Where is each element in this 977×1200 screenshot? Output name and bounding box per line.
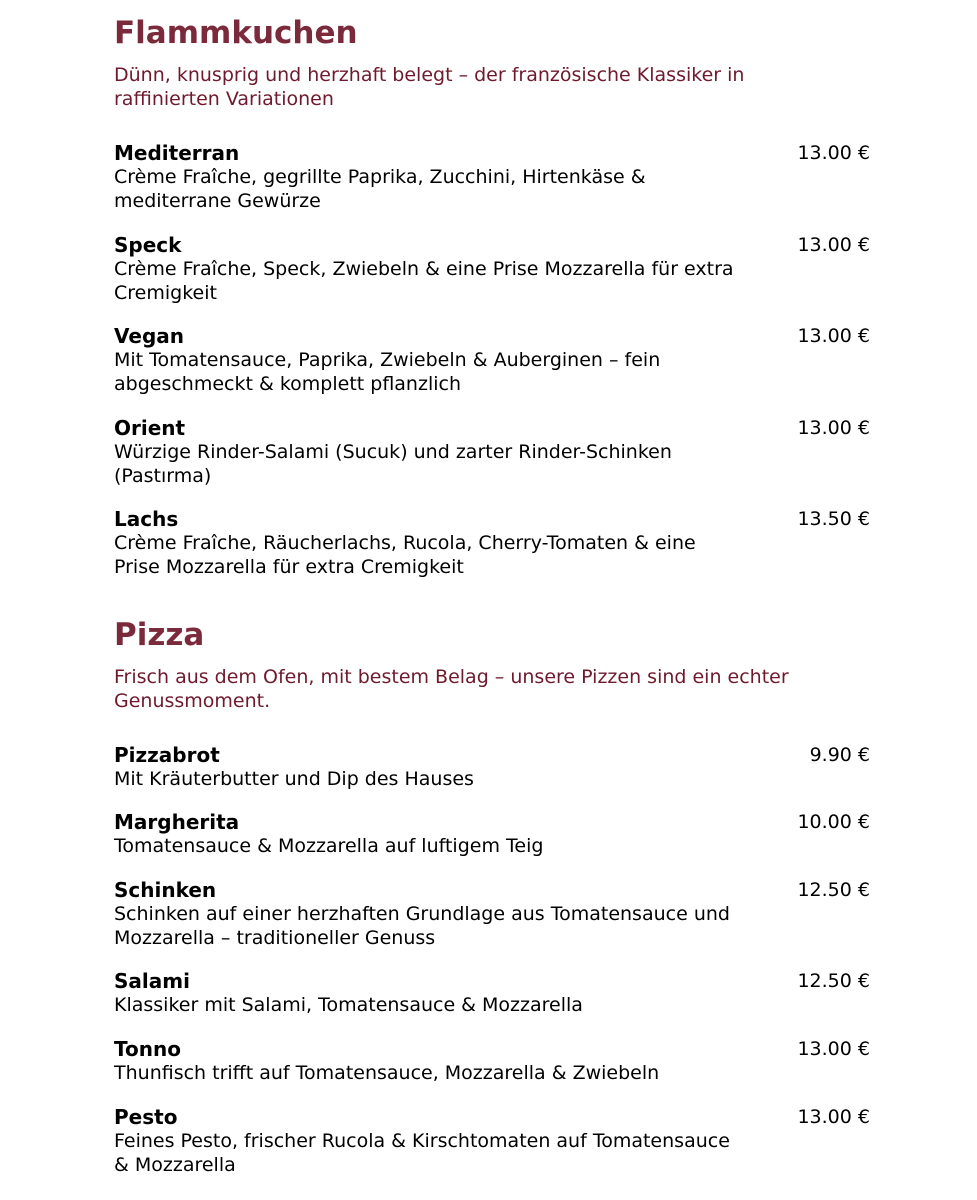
item-price: 13.00 € <box>797 234 870 256</box>
item-description: Mit Kräuterbutter und Dip des Hauses <box>114 768 474 790</box>
item-list <box>114 141 870 579</box>
section-title: Pizza <box>114 617 205 653</box>
item-name: Vegan <box>114 324 184 348</box>
section-subtitle: Dünn, knusprig und herzhaft belegt – der französische Klassiker in raffinierten Variationen <box>114 64 745 110</box>
item-price: 12.50 € <box>797 879 870 901</box>
item-description: Würzige Rinder-Salami (Sucuk) und zarter Rinder-Schinken (Pastırma) <box>114 441 672 487</box>
item-name: Mediterran <box>114 141 240 165</box>
item-name: Speck <box>114 233 182 257</box>
item-description: Crème Fraîche, Speck, Zwiebeln & eine Prise Mozzarella für extra Cremigkeit <box>114 258 734 304</box>
menu-item-orient <box>114 416 870 507</box>
menu-item-tonno <box>114 1037 870 1105</box>
item-list <box>114 743 870 1177</box>
item-price: 12.50 € <box>797 970 870 992</box>
item-description: Crème Fraîche, Räucherlachs, Rucola, Cherry-Tomaten & eine Prise Mozzarella für extra Cremigkeit <box>114 532 696 578</box>
item-name: Margherita <box>114 810 240 834</box>
item-price: 13.00 € <box>797 1106 870 1128</box>
item-price: 10.00 € <box>797 811 870 833</box>
menu-item-salami <box>114 969 870 1037</box>
item-name: Schinken <box>114 878 217 902</box>
section-flammkuchen <box>114 14 870 579</box>
item-description: Thunfisch trifft auf Tomatensauce, Mozzarella & Zwiebeln <box>114 1062 660 1084</box>
item-name: Pesto <box>114 1105 178 1129</box>
menu-item-pizzabrot <box>114 743 870 810</box>
item-price: 13.50 € <box>797 508 870 530</box>
menu-item-lachs <box>114 507 870 579</box>
menu-item-speck <box>114 233 870 324</box>
item-description: Mit Tomatensauce, Paprika, Zwiebeln & Auberginen – fein abgeschmeckt & komplett pflanzlich <box>114 349 661 395</box>
section-subtitle: Frisch aus dem Ofen, mit bestem Belag – unsere Pizzen sind ein echter Genussmoment. <box>114 666 789 712</box>
item-description: Feines Pesto, frischer Rucola & Kirschtomaten auf Tomatensauce & Mozzarella <box>114 1130 730 1176</box>
item-name: Lachs <box>114 507 179 531</box>
menu-item-pesto <box>114 1105 870 1177</box>
section-title: Flammkuchen <box>114 15 358 51</box>
menu-item-vegan <box>114 324 870 416</box>
section-pizza <box>114 616 870 1177</box>
item-name: Tonno <box>114 1037 181 1061</box>
item-name: Pizzabrot <box>114 743 220 767</box>
menu-item-margherita <box>114 810 870 878</box>
item-price: 13.00 € <box>797 325 870 347</box>
item-description: Crème Fraîche, gegrillte Paprika, Zucchini, Hirtenkäse & mediterrane Gewürze <box>114 166 646 212</box>
item-name: Salami <box>114 969 190 993</box>
item-price: 13.00 € <box>797 1038 870 1060</box>
item-price: 13.00 € <box>797 142 870 164</box>
item-description: Klassiker mit Salami, Tomatensauce & Mozzarella <box>114 994 583 1016</box>
item-description: Schinken auf einer herzhaften Grundlage aus Tomatensauce und Mozzarella – traditioneller Genuss <box>114 903 730 949</box>
menu-item-mediterran <box>114 141 870 233</box>
item-price: 13.00 € <box>797 417 870 439</box>
item-name: Orient <box>114 416 186 440</box>
menu-item-schinken <box>114 878 870 969</box>
item-description: Tomatensauce & Mozzarella auf luftigem Teig <box>114 835 544 857</box>
item-price: 9.90 € <box>809 744 870 766</box>
